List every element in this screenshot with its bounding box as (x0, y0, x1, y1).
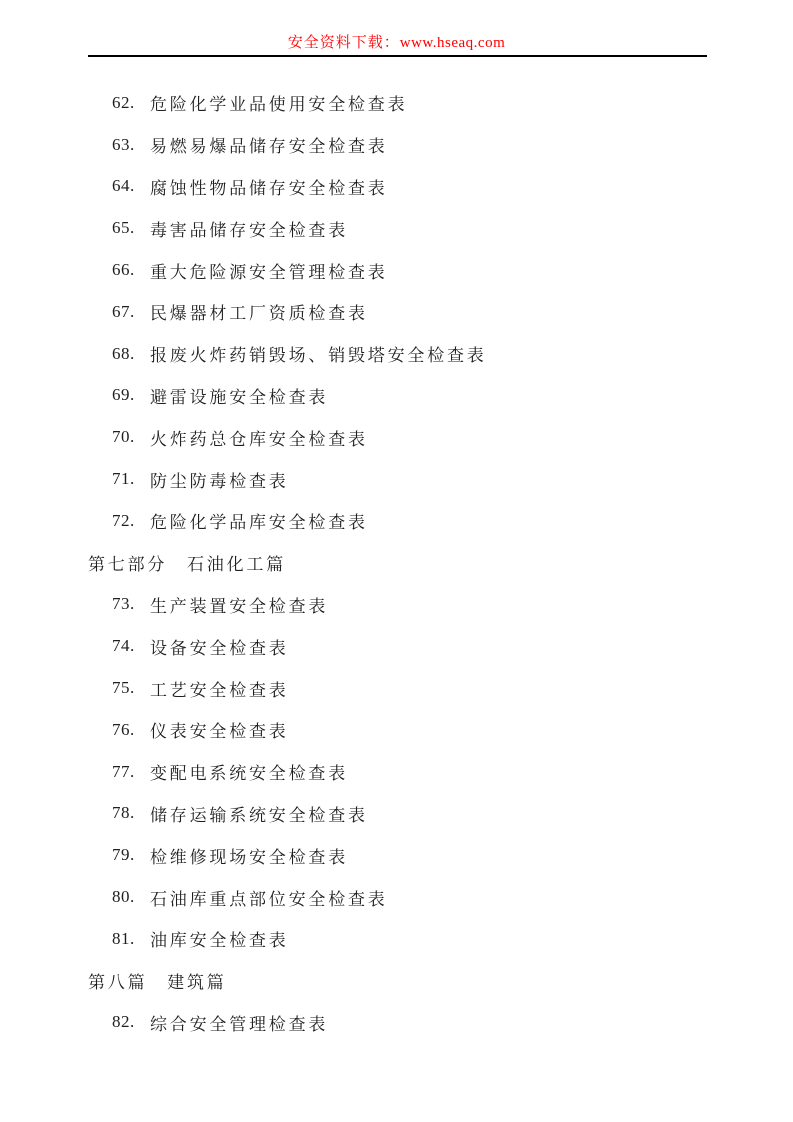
toc-item-text: 报废火炸药销毁场、销毁塔安全检查表 (150, 346, 487, 366)
toc-item-number: 73. (112, 594, 135, 614)
toc-item (0, 709, 793, 751)
toc-item-number: 79. (112, 845, 135, 865)
toc-item (0, 876, 793, 918)
toc-item (0, 291, 793, 333)
toc-item-text: 检维修现场安全检查表 (150, 847, 348, 867)
toc-item (0, 82, 793, 124)
toc-item-number: 66. (112, 260, 135, 280)
toc-item-number: 78. (112, 803, 135, 823)
toc-item-number: 82. (112, 1012, 135, 1032)
toc-item (0, 500, 793, 542)
toc-item-text: 危险化学品库安全检查表 (150, 513, 368, 533)
toc-item-text: 储存运输系统安全检查表 (150, 805, 368, 825)
toc-item-text: 避雷设施安全检查表 (150, 387, 329, 407)
toc-item-number: 81. (112, 928, 135, 948)
page-header (0, 34, 793, 52)
toc-item-number: 68. (112, 343, 135, 363)
toc-item (0, 249, 793, 291)
toc-item-text: 油库安全检查表 (150, 931, 289, 951)
toc-item-text: 毒害品储存安全检查表 (150, 220, 348, 240)
toc-section-heading (0, 960, 793, 1002)
toc-item-number: 77. (112, 761, 135, 781)
header-url: www.hseaq.com (399, 35, 506, 51)
toc-item-text: 设备安全检查表 (150, 638, 289, 658)
toc-item-number: 80. (112, 887, 135, 907)
header-rule (88, 55, 707, 57)
toc-item-number: 62. (112, 92, 135, 112)
toc-item-text: 石油库重点部位安全检查表 (150, 889, 388, 909)
toc-list (0, 82, 793, 1043)
toc-item-number: 64. (112, 176, 135, 196)
toc-item-text: 民爆器材工厂资质检查表 (150, 304, 368, 324)
toc-item-number: 72. (112, 510, 135, 530)
toc-item-text: 生产装置安全检查表 (150, 596, 329, 616)
toc-item-text: 重大危险源安全管理检查表 (150, 262, 388, 282)
toc-item-text: 仪表安全检查表 (150, 722, 289, 742)
toc-item (0, 834, 793, 876)
toc-item-text: 危险化学业品使用安全检查表 (150, 95, 408, 115)
toc-item (0, 375, 793, 417)
toc-item-number: 71. (112, 469, 135, 489)
toc-section-heading (0, 542, 793, 584)
toc-item-number: 70. (112, 427, 135, 447)
toc-item (0, 625, 793, 667)
toc-item-text: 综合安全管理检查表 (150, 1014, 329, 1034)
toc-item (0, 166, 793, 208)
toc-item (0, 667, 793, 709)
toc-item (0, 793, 793, 835)
toc-item-number: 63. (112, 134, 135, 154)
toc-section-text: 第七部分 石油化工篇 (88, 555, 286, 575)
toc-item (0, 124, 793, 166)
toc-item-number: 75. (112, 678, 135, 698)
toc-item (0, 207, 793, 249)
toc-item-text: 易燃易爆品储存安全检查表 (150, 137, 388, 157)
toc-item-number: 67. (112, 301, 135, 321)
toc-item-number: 76. (112, 719, 135, 739)
toc-section-text: 第八篇 建筑篇 (88, 973, 227, 993)
toc-item-number: 74. (112, 636, 135, 656)
toc-item (0, 333, 793, 375)
toc-item-text: 变配电系统安全检查表 (150, 764, 348, 784)
header-label: 安全资料下载： (287, 35, 400, 51)
toc-item (0, 584, 793, 626)
toc-item (0, 416, 793, 458)
toc-item-number: 65. (112, 218, 135, 238)
toc-item (0, 458, 793, 500)
toc-item-text: 工艺安全检查表 (150, 680, 289, 700)
toc-item (0, 918, 793, 960)
toc-item-text: 火炸药总仓库安全检查表 (150, 429, 368, 449)
toc-item (0, 751, 793, 793)
toc-item-text: 腐蚀性物品储存安全检查表 (150, 178, 388, 198)
toc-item-text: 防尘防毒检查表 (150, 471, 289, 491)
toc-item-number: 69. (112, 385, 135, 405)
toc-item (0, 1002, 793, 1044)
